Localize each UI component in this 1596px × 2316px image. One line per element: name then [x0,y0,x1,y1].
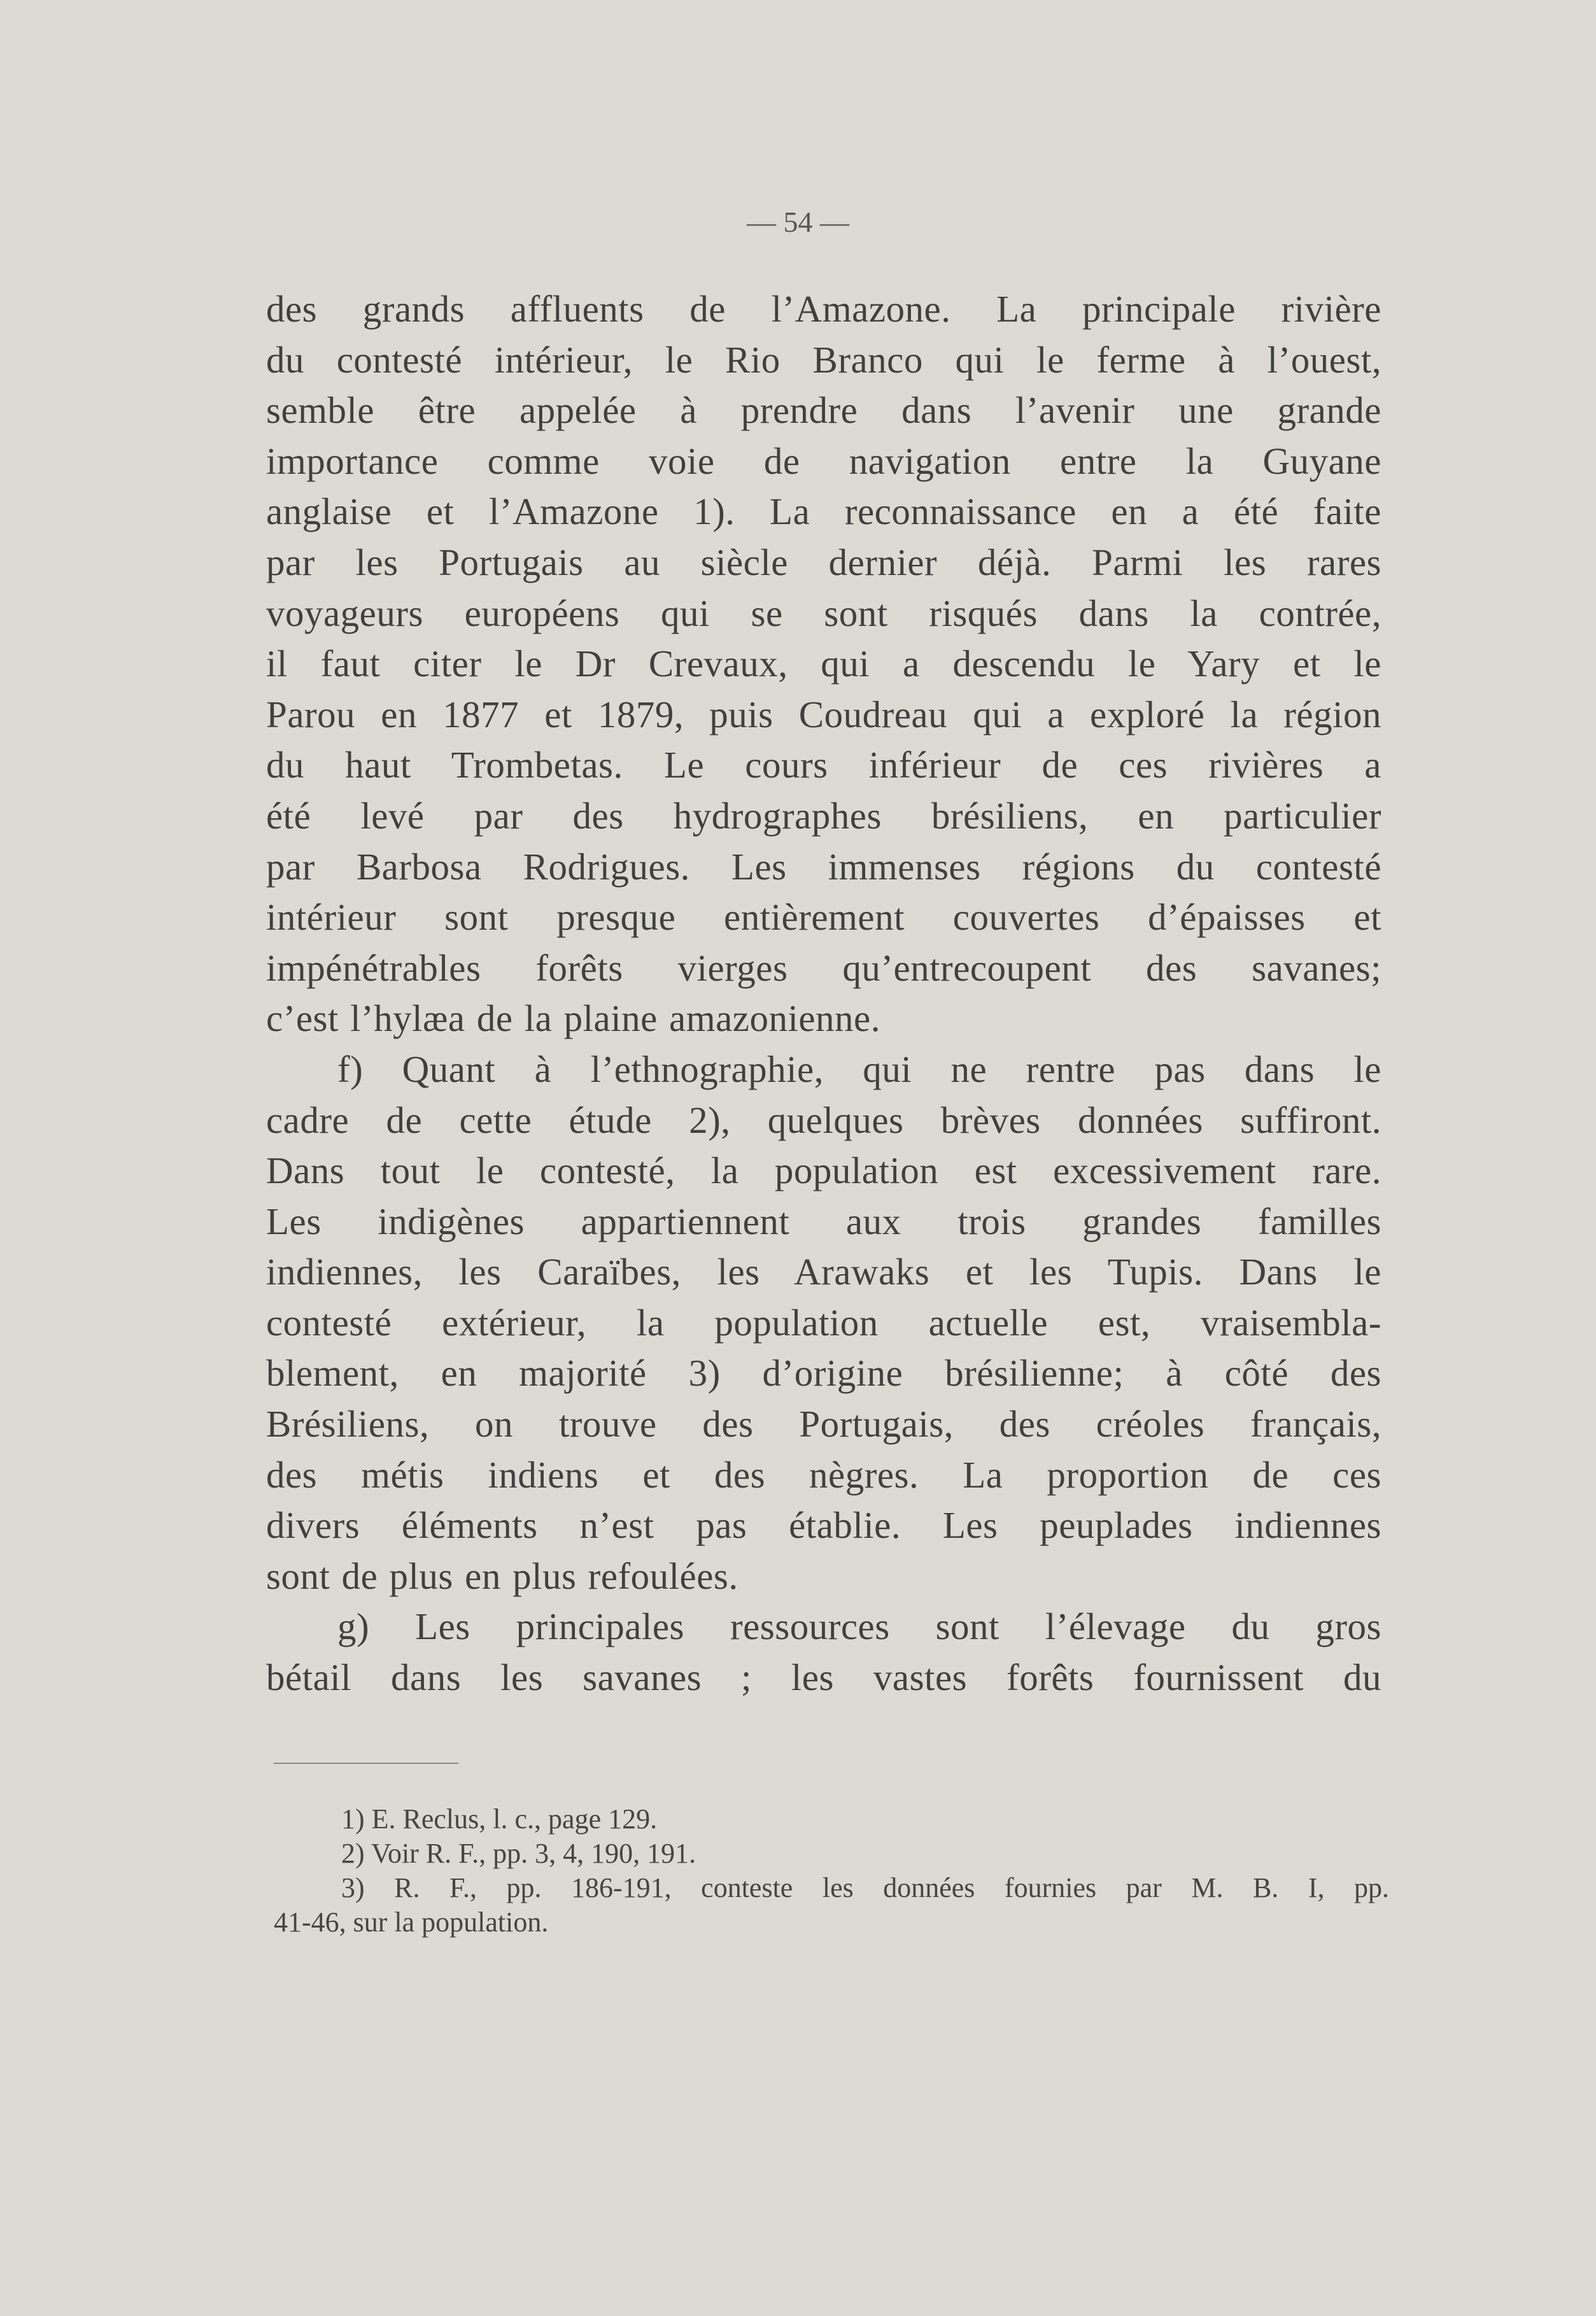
body-line: Dans tout le contesté, la population est excessivement rare. [266,1149,1381,1192]
footnotes [274,1802,1389,1940]
body-line: anglaise et l’Amazone 1). La reconnaissance en a été faite [266,490,1381,533]
body-text [266,284,1381,1703]
footnote-2: 2) Voir R. F., pp. 3, 4, 190, 191. [341,1838,696,1869]
body-line: Les indigènes appartiennent aux trois grandes familles [266,1200,1381,1242]
body-line: du contesté intérieur, le Rio Branco qui le ferme à l’ouest, [266,338,1381,381]
body-line: indiennes, les Caraïbes, les Arawaks et les Tupis. Dans le [266,1251,1381,1293]
footnote-1: 1) E. Reclus, l. c., page 129. [341,1803,658,1835]
body-line: par les Portugais au siècle dernier déjà. Parmi les rares [266,541,1381,583]
body-line: blement, en majorité 3) d’origine brésilienne; à côté des [266,1352,1381,1395]
body-line: été levé par des hydrographes brésiliens, en particulier [266,794,1381,837]
body-line: sont de plus en plus refoulées. [266,1554,738,1597]
body-line: Parou en 1877 et 1879, puis Coudreau qui a exploré la région [266,693,1381,735]
body-line: semble être appelée à prendre dans l’avenir une grande [266,389,1381,432]
body-line: g) Les principales ressources sont l’élevage du gros [337,1605,1381,1648]
body-line: des métis indiens et des nègres. La proportion de ces [266,1453,1381,1496]
body-line: des grands affluents de l’Amazone. La principale rivière [266,288,1381,330]
body-line: impénétrables forêts vierges qu’entrecoupent des savanes; [266,946,1381,989]
body-line: importance comme voie de navigation entre la Guyane [266,439,1381,482]
body-line: f) Quant à l’ethnographie, qui ne rentre pas dans le [337,1048,1381,1090]
body-line: par Barbosa Rodrigues. Les immenses régions du contesté [266,845,1381,888]
body-line: c’est l’hylæa de la plaine amazonienne. [266,997,880,1040]
body-line: bétail dans les savanes ; les vastes forêts fournissent du [266,1656,1381,1699]
page-number: — 54 — [747,206,849,238]
body-line: intérieur sont presque entièrement couvertes d’épaisses et [266,896,1381,939]
body-line: divers éléments n’est pas établie. Les peuplades indiennes [266,1504,1381,1547]
footnote-divider [274,1763,458,1764]
body-line: Brésiliens, on trouve des Portugais, des créoles français, [266,1403,1381,1446]
body-line: contesté extérieur, la population actuelle est, vraisembla- [266,1301,1381,1344]
footnote-3-continuation: 41-46, sur la population. [274,1907,549,1938]
footnote-3: 3) R. F., pp. 186-191, conteste les données fournies par M. B. I, pp. [341,1872,1389,1903]
body-line: il faut citer le Dr Crevaux, qui a descendu le Yary et le [266,643,1381,685]
body-line: du haut Trombetas. Le cours inférieur de ces rivières a [266,744,1381,786]
body-line: voyageurs européens qui se sont risqués dans la contrée, [266,592,1381,634]
body-line: cadre de cette étude 2), quelques brèves données suffiront. [266,1098,1381,1141]
